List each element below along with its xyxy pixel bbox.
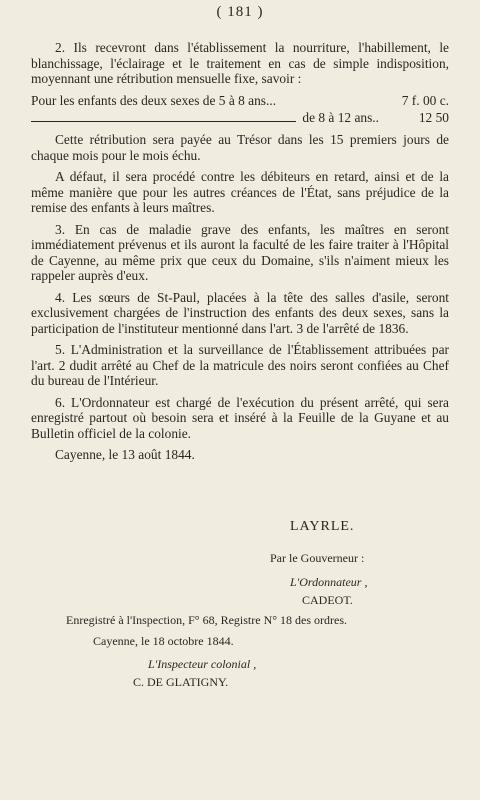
signature-layrle: LAYRLE.: [290, 519, 355, 534]
par-le-gouverneur: Par le Gouverneur :: [270, 551, 365, 565]
payment-paragraph: Cette rétribution sera payée au Trésor dans les 15 premiers jours de chaque mois pour le mois échu.: [31, 132, 449, 163]
ordonnateur-title: L'Ordonnateur ,: [290, 575, 368, 589]
rate-row-2: [31, 110, 449, 126]
article-2-paragraph: 2. Ils recevront dans l'établissement la nourriture, l'habillement, le blanchissage, l'éclairage et le traitement en cas de simple indisposition, moyennant une rétribution mensuelle fixe, savoir :: [31, 40, 449, 86]
article-3-paragraph: 3. En cas de maladie grave des enfants, les maîtres en seront immédiatement prévenus et ils auront la faculté de les faire traiter à l'Hôpital de Cayenne, au même prix que ceux du Domaine, s'ils n'aiment mieux les rappeler auprès d'eux.: [31, 221, 449, 283]
rate-2-value: 12 50: [418, 110, 449, 125]
rate-1-label: Pour les enfants des deux sexes de 5 à 8 ans...: [31, 92, 277, 108]
rate-1-value: 7 f. 00 c.: [401, 92, 449, 108]
default-paragraph: A défaut, il sera procédé contre les débiteurs en retard, ainsi et de la même manière que pour les autres créances de l'État, sans préjudice de la remise des enfants à leurs maîtres.: [31, 169, 449, 215]
date-line: Cayenne, le 13 août 1844.: [55, 447, 195, 462]
ordonnateur-name: CADEOT.: [302, 593, 353, 607]
article-4-paragraph: 4. Les sœurs de St-Paul, placées à la tête des salles d'asile, seront exclusivement chargées de l'instruction des enfants des deux sexes, sans la participation de l'instituteur mentionné dans l'art. 3 de l'arrêté de 1836.: [31, 289, 449, 336]
rate-row-1: [31, 93, 449, 109]
article-6-paragraph: 6. L'Ordonnateur est chargé de l'exécution du présent arrêté, qui sera enregistré partout où besoin sera et inséré à la Feuille de la Guyane et au Bulletin officiel de la colonie.: [31, 394, 449, 441]
registration-line: Enregistré à l'Inspection, F° 68, Registre N° 18 des ordres.: [66, 613, 348, 627]
ditto-rule: [31, 121, 296, 122]
registration-date: Cayenne, le 18 octobre 1844.: [93, 634, 234, 648]
document-body: [31, 40, 449, 469]
article-5-paragraph: 5. L'Administration et la surveillance de l'Établissement attribuées par l'art. 2 dudit arrêté au Chef de la matricule des noirs seront confiées au Chef du bureau de l'Intérieur.: [31, 342, 449, 388]
inspecteur-title: L'Inspecteur colonial ,: [148, 657, 257, 671]
page-number: ( 181 ): [216, 4, 264, 20]
rate-2-label: de 8 à 12 ans..: [302, 110, 379, 125]
inspecteur-name: C. DE GLATIGNY.: [133, 675, 229, 689]
